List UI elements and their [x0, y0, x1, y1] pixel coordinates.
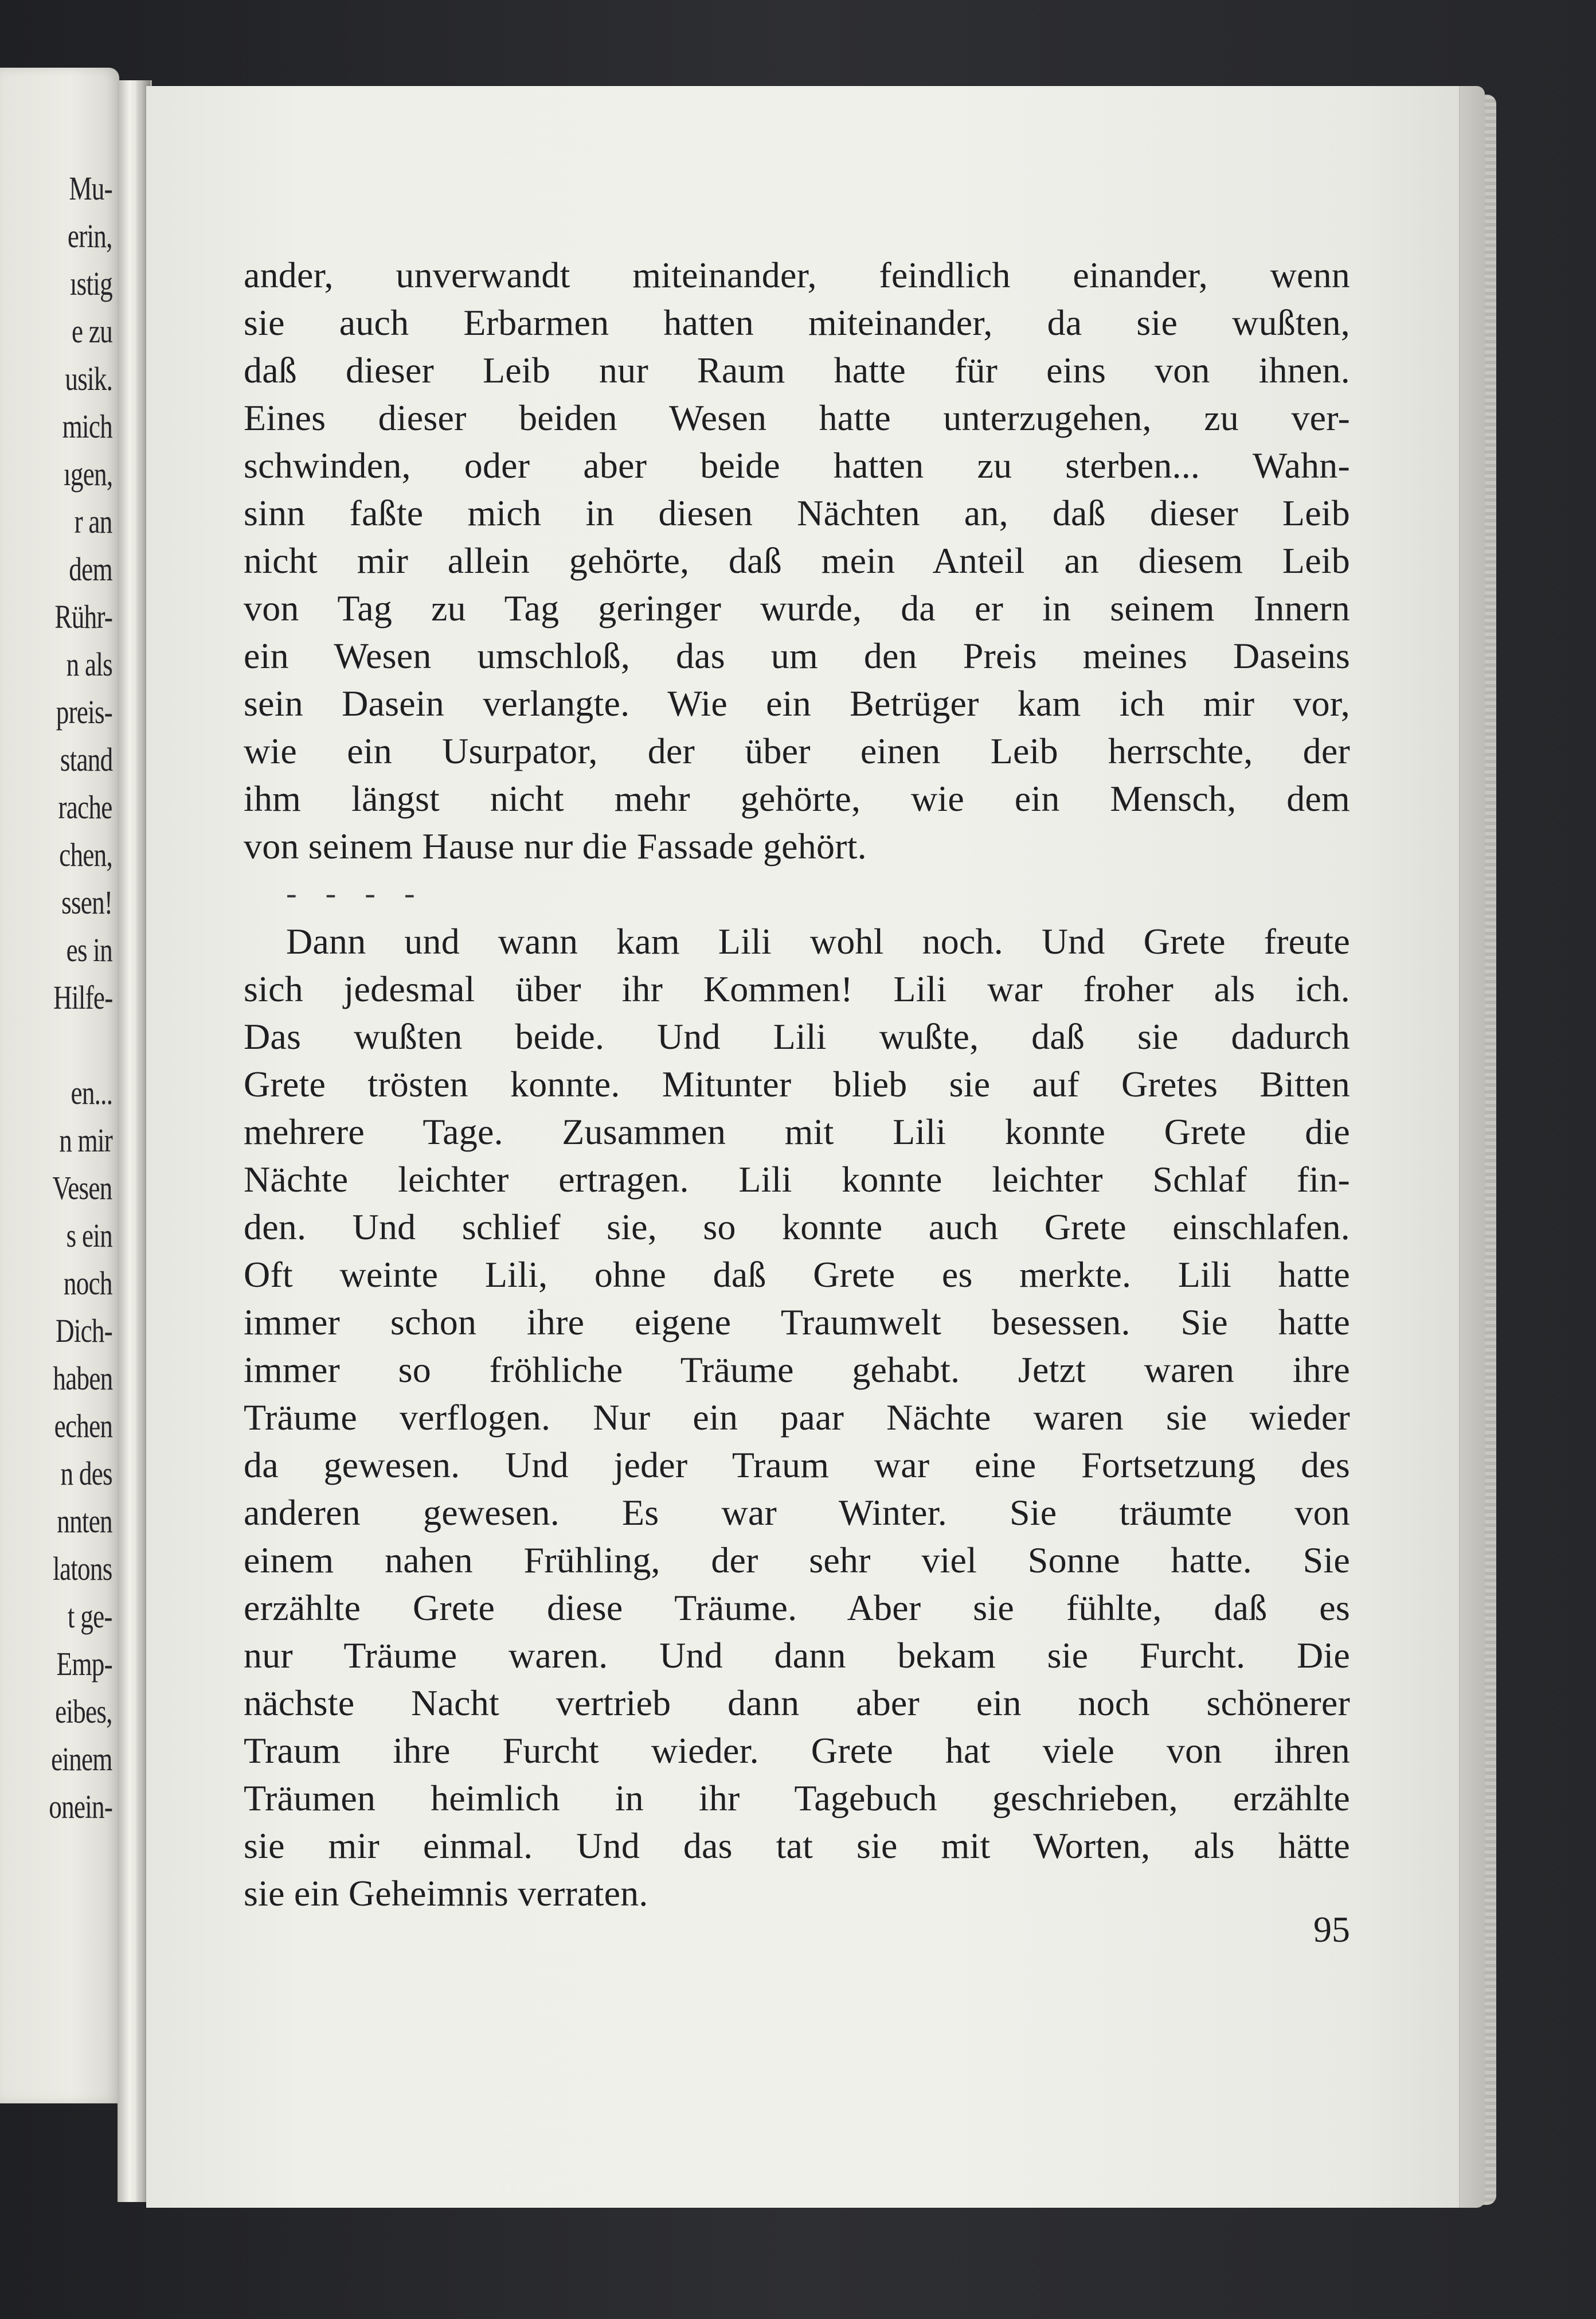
text-line: den. Und schlief sie, so konnte auch Grete einschlafen. — [244, 1207, 1350, 1247]
previous-page-line-fragment: en... — [71, 1074, 112, 1111]
previous-page-line-fragment: erin, — [68, 217, 112, 255]
previous-page-line-fragment: latons — [53, 1550, 112, 1587]
text-line: sie mir einmal. Und das tat sie mit Worten, als hätte — [244, 1825, 1350, 1866]
text-line: Grete trösten konnte. Mitunter blieb sie auf Gretes Bitten — [244, 1064, 1350, 1104]
previous-page-fragment — [0, 68, 119, 2103]
section-break: - - - - — [286, 876, 425, 911]
text-line: sich jedesmal über ihr Kommen! Lili war froher als ich. — [244, 969, 1350, 1009]
text-line: sie auch Erbarmen hatten miteinander, da sie wußten, — [244, 302, 1350, 343]
previous-page-line-fragment: chen, — [59, 836, 112, 873]
text-line: Traum ihre Furcht wieder. Grete hat viele von ihren — [244, 1730, 1350, 1771]
previous-page-line-fragment: Rühr- — [54, 598, 112, 635]
book-page — [146, 86, 1459, 2208]
previous-page-line-fragment: noch — [64, 1264, 112, 1302]
text-line: nicht mir allein gehörte, daß mein Anteil an diesem Leib — [244, 540, 1350, 581]
previous-page-line-fragment: echen — [54, 1407, 112, 1445]
previous-page-line-fragment: es in — [66, 931, 112, 969]
previous-page-line-fragment: usik. — [65, 360, 112, 397]
text-line: Oft weinte Lili, ohne daß Grete es merkte. Lili hatte — [244, 1254, 1350, 1295]
text-line: mehrere Tage. Zusammen mit Lili konnte Grete die — [244, 1111, 1350, 1152]
text-line: Träume verflogen. Nur ein paar Nächte waren sie wieder — [244, 1397, 1350, 1438]
previous-page-line-fragment: onein- — [49, 1788, 112, 1825]
text-line: nächste Nacht vertrieb dann aber ein noch schönerer — [244, 1682, 1350, 1723]
text-line: ander, unverwandt miteinander, feindlich einander, wenn — [244, 255, 1350, 295]
previous-page-line-fragment: n als — [66, 646, 112, 683]
previous-page-line-fragment: ıstig — [69, 265, 112, 302]
text-line: da gewesen. Und jeder Traum war eine Fortsetzung des — [244, 1445, 1350, 1485]
text-line: Nächte leichter ertragen. Lili konnte leichter Schlaf fin- — [244, 1159, 1350, 1200]
text-line: immer schon ihre eigene Traumwelt besessen. Sie hatte — [244, 1302, 1350, 1342]
text-line: sie ein Geheimnis verraten. — [244, 1873, 648, 1914]
previous-page-line-fragment: r an — [75, 503, 112, 540]
previous-page-line-fragment: n des — [60, 1455, 112, 1492]
text-line: Dann und wann kam Lili wohl noch. Und Grete freute — [286, 921, 1350, 962]
previous-page-line-fragment: mich — [62, 408, 112, 445]
previous-page-line-fragment: ssen! — [61, 884, 112, 921]
text-line: einem nahen Frühling, der sehr viel Sonne hatte. Sie — [244, 1540, 1350, 1580]
previous-page-line-fragment: eibes, — [55, 1693, 112, 1730]
text-line: schwinden, oder aber beide hatten zu sterben... Wahn- — [244, 445, 1350, 486]
text-line: ihm längst nicht mehr gehörte, wie ein Mensch, dem — [244, 778, 1350, 819]
previous-page-line-fragment: dem — [69, 551, 112, 588]
previous-page-line-fragment: haben — [52, 1360, 112, 1397]
text-line: wie ein Usurpator, der über einen Leib herrschte, der — [244, 731, 1350, 771]
previous-page-line-fragment: t ge- — [68, 1598, 112, 1635]
text-line: anderen gewesen. Es war Winter. Sie träumte von — [244, 1492, 1350, 1533]
previous-page-line-fragment: Dich- — [55, 1312, 112, 1349]
previous-page-line-fragment: einem — [51, 1740, 112, 1778]
text-line: von seinem Hause nur die Fassade gehört. — [244, 826, 867, 866]
text-line: Das wußten beide. Und Lili wußte, daß sie dadurch — [244, 1016, 1350, 1057]
previous-page-line-fragment: e zu — [72, 313, 112, 350]
previous-page-line-fragment: n mir — [59, 1122, 112, 1159]
text-line: ein Wesen umschloß, das um den Preis meines Daseins — [244, 635, 1350, 676]
text-line: nur Träume waren. Und dann bekam sie Furcht. Die — [244, 1635, 1350, 1676]
previous-page-line-fragment: Mu- — [69, 170, 112, 207]
previous-page-line-fragment: Hilfe- — [53, 979, 112, 1016]
previous-page-line-fragment: stand — [60, 741, 112, 778]
paragraph-2 — [244, 918, 1350, 1917]
previous-page-line-fragment: preis- — [56, 693, 112, 731]
text-line: sinn faßte mich in diesen Nächten an, daß dieser Leib — [244, 493, 1350, 533]
previous-page-line-fragment: Vesen — [52, 1169, 112, 1207]
page-number: 95 — [1313, 1909, 1350, 1950]
page-text — [244, 251, 1350, 1917]
previous-page-line-fragment: ıgen, — [63, 455, 112, 493]
previous-page-line-fragment: s ein — [66, 1217, 112, 1254]
previous-page-line-fragment: Emp- — [56, 1645, 112, 1682]
text-line: sein Dasein verlangte. Wie ein Betrüger kam ich mir vor, — [244, 683, 1350, 724]
text-line: Träumen heimlich in ihr Tagebuch geschrieben, erzählte — [244, 1778, 1350, 1818]
text-line: daß dieser Leib nur Raum hatte für eins von ihnen. — [244, 350, 1350, 391]
paragraph-1 — [244, 251, 1350, 870]
text-line: immer so fröhliche Träume gehabt. Jetzt waren ihre — [244, 1349, 1350, 1390]
text-line: erzählte Grete diese Träume. Aber sie fühlte, daß es — [244, 1587, 1350, 1628]
previous-page-line-fragment: nnten — [57, 1502, 112, 1540]
text-line: von Tag zu Tag geringer wurde, da er in seinem Innern — [244, 588, 1350, 628]
text-line: Eines dieser beiden Wesen hatte unterzugehen, zu ver- — [244, 397, 1350, 438]
previous-page-line-fragment: rache — [58, 788, 112, 826]
